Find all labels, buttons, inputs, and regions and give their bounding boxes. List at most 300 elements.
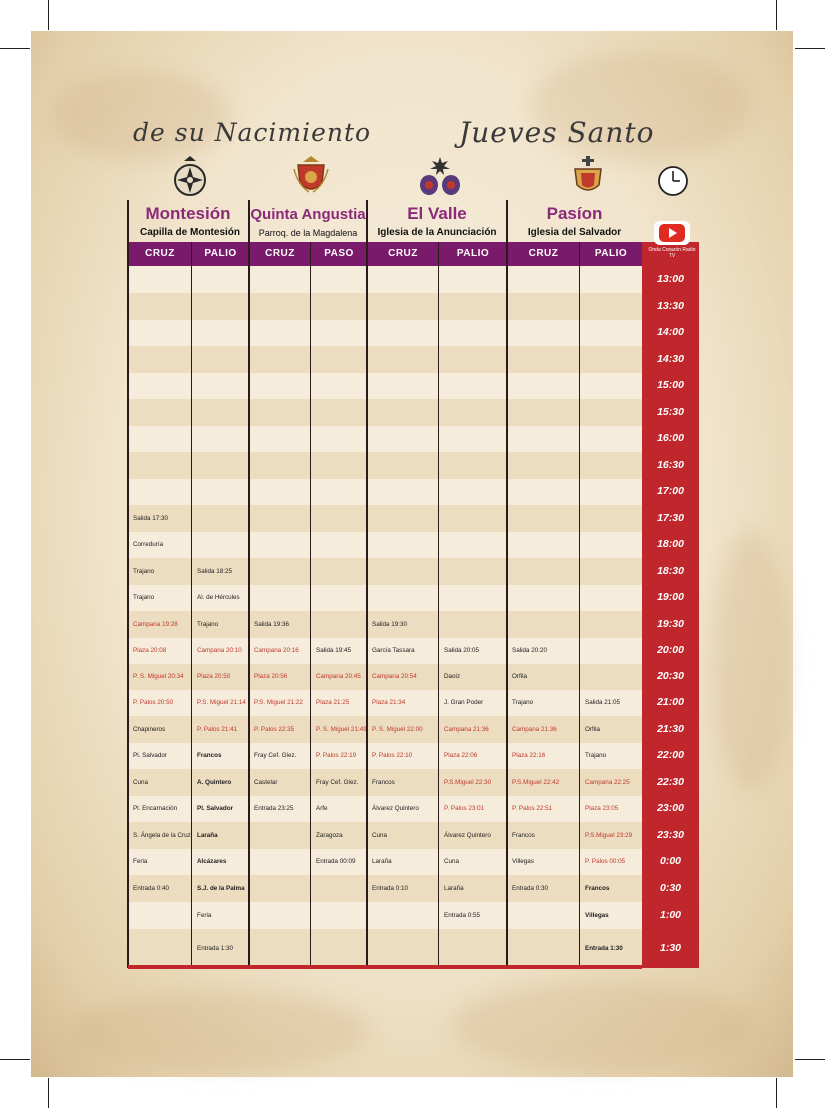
table-cell	[439, 373, 507, 399]
table-cell	[311, 320, 367, 346]
time-label: 16:30	[657, 458, 684, 471]
table-cell: Entrada 1:30	[197, 944, 234, 952]
table-cell: Daoiz	[444, 673, 461, 681]
table-cell	[580, 320, 642, 346]
table-cell	[580, 266, 642, 293]
table-row	[128, 505, 642, 532]
crop-mark	[48, 1078, 49, 1108]
table-row	[128, 346, 642, 373]
table-cell: Zaragoza	[316, 831, 343, 839]
column-divider	[438, 242, 439, 968]
column-header: PASO	[324, 248, 354, 259]
table-cell: P. Palos 00:05	[585, 858, 626, 866]
table-cell: Salida 20:05	[444, 647, 480, 655]
table-cell: P.S. Miguel 21:22	[254, 699, 303, 707]
table-cell: Campana 19:28	[133, 620, 178, 628]
table-cell: P. Palos 21:41	[197, 725, 238, 733]
table-cell	[580, 452, 642, 479]
table-cell	[507, 929, 580, 968]
table-cell: Plaza 21:25	[316, 699, 350, 707]
time-label: 13:30	[657, 299, 684, 312]
table-cell	[439, 505, 507, 532]
table-cell	[249, 558, 311, 585]
time-label: 22:30	[657, 775, 684, 788]
table-cell: Trajano	[512, 699, 534, 707]
table-row	[128, 769, 642, 796]
table-cell	[439, 346, 507, 373]
table-cell: Campana 21:36	[512, 725, 557, 733]
table-cell: Fray Cef. Glez.	[254, 752, 297, 760]
table-cell	[192, 452, 249, 479]
column-header: CRUZ	[388, 248, 418, 259]
table-cell	[507, 346, 580, 373]
table-cell: Plaza 20:50	[197, 673, 231, 681]
table-cell	[580, 293, 642, 320]
table-cell	[507, 902, 580, 929]
table-cell	[439, 929, 507, 968]
table-cell: Plaza 22:06	[444, 752, 478, 760]
table-cell	[580, 664, 642, 690]
crop-mark	[48, 0, 49, 30]
table-cell: Plaza 23:05	[585, 805, 619, 813]
crop-mark	[0, 48, 30, 49]
crop-mark	[795, 48, 825, 49]
table-cell	[367, 346, 439, 373]
table-row	[128, 320, 642, 346]
table-cell: Orfila	[512, 673, 528, 681]
table-cell: Plaza 20:08	[133, 647, 167, 655]
table-cell: P. Palos 23:01	[444, 805, 485, 813]
table-row	[128, 479, 642, 505]
table-row	[128, 399, 642, 426]
table-cell: Trajano	[133, 567, 155, 575]
time-label: 17:00	[657, 485, 684, 497]
table-cell	[249, 266, 311, 293]
table-cell	[580, 346, 642, 373]
brotherhood-church: Capilla de Montesión	[139, 227, 240, 238]
table-cell: Entrada 0:55	[444, 911, 481, 919]
table-cell	[311, 611, 367, 638]
column-divider	[506, 242, 508, 968]
brotherhood-name: El Valle	[407, 204, 467, 223]
table-cell	[311, 426, 367, 452]
quinta-angustia-crest-icon	[290, 155, 332, 197]
time-label: 19:00	[657, 591, 684, 603]
time-label: 20:30	[657, 670, 684, 682]
header-separator	[366, 200, 368, 242]
time-label: 18:30	[657, 564, 684, 577]
column-header: PALIO	[594, 248, 628, 259]
table-cell	[192, 479, 249, 505]
table-cell	[507, 426, 580, 452]
table-cell: Francos	[372, 778, 395, 786]
table-cell: Plaza 20:56	[254, 673, 288, 681]
table-row	[128, 902, 642, 929]
table-cell	[311, 452, 367, 479]
time-label: 22:00	[657, 749, 684, 761]
radio-label: Onda Corazón Radio TV	[648, 247, 696, 259]
table-cell: P. S. Miguel 22:00	[372, 725, 423, 733]
table-row	[128, 293, 642, 320]
table-row	[128, 664, 642, 690]
time-label: 21:30	[657, 722, 684, 735]
table-cell: Cuna	[372, 831, 388, 839]
table-cell: Trajano	[585, 752, 607, 760]
time-label: 1:30	[659, 941, 681, 954]
youtube-icon	[659, 224, 685, 242]
table-cell	[580, 638, 642, 664]
montesion-crest-icon	[169, 155, 211, 197]
table-cell: Entrada 0:10	[372, 884, 409, 892]
table-cell	[128, 399, 192, 426]
table-cell	[249, 293, 311, 320]
table-row	[128, 716, 642, 743]
crop-mark	[776, 0, 777, 30]
time-label: 14:00	[657, 326, 684, 338]
time-label: 1:00	[659, 908, 681, 921]
table-cell	[439, 293, 507, 320]
table-row	[128, 822, 642, 849]
table-cell: Villegas	[585, 911, 609, 919]
table-cell	[128, 373, 192, 399]
table-cell	[128, 346, 192, 373]
time-label: 0:30	[659, 881, 681, 894]
brotherhood-name: Montesión	[145, 204, 231, 223]
table-cell: Cuna	[444, 858, 460, 866]
table-cell	[580, 611, 642, 638]
table-cell	[507, 479, 580, 505]
table-cell: P.S.Miguel 23:29	[585, 831, 633, 839]
table-cell: Francos	[585, 884, 610, 892]
table-cell: Salida 20:20	[512, 647, 548, 655]
table-cell	[249, 585, 311, 611]
table-row	[128, 849, 642, 875]
table-row	[128, 875, 642, 902]
table-cell: Entrada 23:25	[254, 805, 294, 813]
table-cell	[128, 479, 192, 505]
table-cell: Plaza 21:34	[372, 699, 406, 707]
table-cell	[580, 505, 642, 532]
el-valle-crest-icon	[417, 155, 463, 197]
table-cell	[367, 452, 439, 479]
table-cell	[580, 399, 642, 426]
table-cell	[311, 875, 367, 902]
table-row	[128, 426, 642, 452]
column-header: CRUZ	[265, 248, 295, 259]
table-row	[128, 929, 642, 968]
table-cell	[128, 452, 192, 479]
time-label: 16:00	[657, 432, 684, 444]
table-cell	[311, 293, 367, 320]
table-cell	[249, 479, 311, 505]
table-cell	[507, 452, 580, 479]
table-cell: Pl. Salvador	[197, 805, 234, 813]
table-cell	[192, 293, 249, 320]
table-row	[128, 373, 642, 399]
table-cell	[249, 320, 311, 346]
table-cell: Álvarez Quintero	[372, 805, 419, 813]
table-cell: Campana 20:10	[197, 647, 242, 655]
table-cell: P.S.Miguel 22:42	[512, 778, 560, 786]
table-cell	[192, 346, 249, 373]
table-cell	[367, 505, 439, 532]
table-cell	[439, 426, 507, 452]
table-cell: Campana 20:16	[254, 647, 299, 655]
time-label: 0:00	[659, 855, 681, 867]
table-cell: Pl. Encarnación	[133, 805, 178, 813]
table-cell: Campana 22:25	[585, 778, 630, 786]
time-label: 13:00	[657, 272, 684, 285]
table-cell	[311, 505, 367, 532]
table-cell	[249, 532, 311, 558]
table-cell: Feria	[133, 858, 148, 866]
table-row	[128, 532, 642, 558]
table-cell	[507, 611, 580, 638]
table-cell	[128, 293, 192, 320]
time-label: 15:00	[657, 379, 684, 391]
column-header: PALIO	[456, 248, 490, 259]
clock-icon	[657, 165, 689, 197]
table-cell: P.S.Miguel 22:30	[444, 778, 492, 786]
table-cell	[580, 373, 642, 399]
table-cell: Francos	[197, 752, 222, 760]
youtube-button[interactable]	[654, 221, 690, 245]
table-cell: García Tassara	[372, 647, 415, 655]
table-cell: Feria	[197, 911, 212, 919]
table-cell	[367, 293, 439, 320]
time-label: 21:00	[657, 696, 684, 708]
table-cell: Campana 20:45	[316, 673, 361, 681]
schedule-table	[128, 266, 642, 968]
table-cell	[311, 558, 367, 585]
table-cell: P. S. Miguel 21:49	[316, 725, 367, 733]
table-cell: P. Palos 22:35	[254, 725, 295, 733]
table-cell	[507, 373, 580, 399]
column-divider	[248, 242, 250, 968]
column-header: CRUZ	[145, 248, 175, 259]
table-bottom-bar	[128, 965, 642, 969]
table-cell	[439, 452, 507, 479]
table-cell	[249, 373, 311, 399]
table-row	[128, 743, 642, 769]
table-cell	[580, 426, 642, 452]
table-cell	[192, 320, 249, 346]
table-cell	[128, 902, 192, 929]
table-cell: P. Palos 22:10	[372, 752, 413, 760]
table-cell: S.J. de la Palma	[197, 884, 245, 892]
table-cell	[311, 902, 367, 929]
table-cell: Laraña	[444, 884, 464, 892]
table-cell: Orfila	[585, 725, 601, 733]
header-separator	[127, 200, 129, 242]
table-cell	[580, 479, 642, 505]
column-divider	[127, 242, 129, 968]
brotherhood-name: Quinta Angustia	[250, 206, 366, 223]
table-cell	[249, 929, 311, 968]
table-cell: Campana 20:54	[372, 673, 417, 681]
table-cell	[367, 266, 439, 293]
table-cell	[507, 266, 580, 293]
table-cell	[311, 266, 367, 293]
table-cell: Salida 17:30	[133, 514, 169, 522]
table-cell	[580, 532, 642, 558]
table-cell	[249, 399, 311, 426]
crop-mark	[776, 1078, 777, 1108]
table-cell: Salida 19:36	[254, 620, 290, 628]
table-cell	[507, 585, 580, 611]
table-cell: J. Gran Poder	[444, 699, 484, 707]
table-cell	[128, 426, 192, 452]
table-cell: Arfe	[316, 805, 328, 813]
table-cell: Salida 19:30	[372, 620, 408, 628]
table-cell: Alcázares	[197, 858, 227, 866]
table-cell: Entrada 0:30	[512, 884, 549, 892]
table-cell: Plaza 22:16	[512, 752, 546, 760]
brotherhood-church: Iglesia de la Anunciación	[377, 227, 497, 238]
table-cell: Correduría	[133, 541, 164, 549]
table-cell: Entrada 1:30	[585, 944, 623, 952]
brotherhood-church: Iglesia del Salvador	[527, 227, 622, 238]
crop-mark	[0, 1059, 30, 1060]
table-cell	[367, 902, 439, 929]
table-cell: P. S. Miguel 20:34	[133, 673, 184, 681]
table-row	[128, 690, 642, 716]
column-header: PALIO	[204, 248, 237, 259]
table-cell	[580, 558, 642, 585]
table-row	[128, 585, 642, 611]
table-cell: Salida 21:05	[585, 699, 621, 707]
table-cell: P. Palos 22:51	[512, 805, 553, 813]
time-label: 23:30	[657, 828, 684, 841]
table-cell	[192, 532, 249, 558]
table-cell: Cuna	[133, 778, 149, 786]
time-label: 17:30	[657, 511, 684, 524]
time-label: 18:00	[657, 538, 684, 550]
table-cell	[580, 585, 642, 611]
table-cell: Al. de Hércules	[197, 594, 240, 602]
table-cell	[439, 320, 507, 346]
table-cell	[507, 320, 580, 346]
right-script-heading: Jueves Santo	[459, 116, 655, 149]
table-cell: Salida 19:45	[316, 647, 352, 655]
table-cell: P. Palos 22:19	[316, 752, 357, 760]
table-row	[128, 558, 642, 585]
table-cell	[439, 611, 507, 638]
table-cell: Entrada 00:09	[316, 858, 356, 866]
table-row	[128, 611, 642, 638]
table-cell	[311, 373, 367, 399]
table-cell	[507, 558, 580, 585]
table-cell	[367, 558, 439, 585]
table-row	[128, 796, 642, 822]
header-separator	[506, 200, 508, 242]
table-cell: A. Quintero	[197, 778, 232, 786]
table-cell: Trajano	[133, 594, 155, 602]
table-row	[128, 638, 642, 664]
table-cell	[367, 426, 439, 452]
table-cell	[311, 585, 367, 611]
table-cell	[192, 505, 249, 532]
table-cell	[249, 346, 311, 373]
table-cell	[249, 822, 311, 849]
table-cell: P. Palos 20:50	[133, 699, 174, 707]
table-cell: S. Ángela de la Cruz	[133, 831, 191, 839]
brotherhood-name: Pasíon	[546, 204, 603, 223]
table-cell	[367, 585, 439, 611]
table-cell: Fray Cef. Glez.	[316, 778, 359, 786]
table-cell	[192, 373, 249, 399]
time-label: 14:30	[657, 352, 684, 365]
column-divider	[310, 242, 311, 968]
column-divider	[191, 242, 192, 968]
table-cell: Entrada 0:40	[133, 884, 170, 892]
table-cell	[507, 399, 580, 426]
pasion-crest-icon	[567, 155, 609, 197]
table-cell	[439, 558, 507, 585]
table-cell	[249, 902, 311, 929]
table-cell	[249, 849, 311, 875]
table-cell	[439, 585, 507, 611]
table-cell: Salida 18:25	[197, 567, 233, 575]
table-cell	[507, 293, 580, 320]
left-script-heading: de su Nacimiento	[133, 118, 372, 147]
table-cell: Álvarez Quintero	[444, 831, 491, 839]
time-label: 15:30	[657, 405, 684, 418]
table-cell: Laraña	[197, 831, 218, 839]
table-cell	[367, 320, 439, 346]
table-cell	[439, 266, 507, 293]
table-cell: Chapineros	[133, 725, 166, 733]
table-cell	[192, 399, 249, 426]
table-cell	[439, 479, 507, 505]
table-cell	[367, 479, 439, 505]
table-cell	[311, 479, 367, 505]
crop-mark	[795, 1059, 825, 1060]
table-cell	[128, 320, 192, 346]
table-cell	[367, 399, 439, 426]
column-divider	[579, 242, 580, 968]
table-cell	[367, 532, 439, 558]
table-cell	[507, 532, 580, 558]
table-cell	[311, 399, 367, 426]
table-cell	[128, 929, 192, 968]
time-label: 19:30	[657, 617, 684, 630]
table-cell: Campana 21:36	[444, 725, 489, 733]
table-cell	[249, 875, 311, 902]
time-label: 23:00	[657, 802, 684, 814]
column-header: CRUZ	[528, 248, 559, 259]
table-cell	[311, 929, 367, 968]
table-cell: Trajano	[197, 620, 219, 628]
table-cell: Francos	[512, 831, 535, 839]
table-cell	[128, 266, 192, 293]
table-cell: Laraña	[372, 858, 392, 866]
table-cell	[439, 399, 507, 426]
table-cell	[192, 266, 249, 293]
table-cell	[507, 505, 580, 532]
time-label: 20:00	[657, 644, 684, 656]
header-separator	[248, 200, 250, 242]
table-cell	[311, 346, 367, 373]
brotherhood-church: Parroq. de la Magdalena	[258, 228, 358, 238]
table-cell: Pl. Salvador	[133, 752, 167, 760]
table-row	[128, 452, 642, 479]
table-cell	[249, 505, 311, 532]
table-cell	[249, 426, 311, 452]
table-cell	[439, 532, 507, 558]
table-row	[128, 266, 642, 293]
table-cell	[367, 373, 439, 399]
